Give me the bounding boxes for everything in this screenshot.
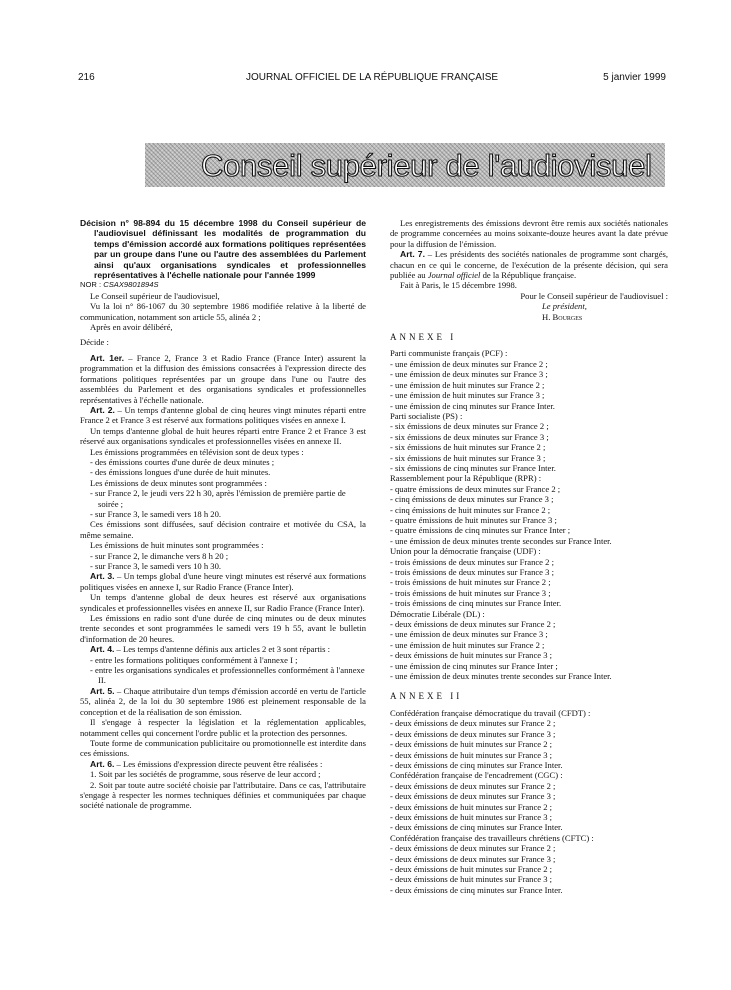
- paragraph: Toute forme de communication publicitaire ou promotionnelle est interdite dans ces émissions.: [80, 737, 366, 759]
- article-text: – Un temps global d'une heure vingt minutes est réservé aux formations politiques visées en annexe I, sur Radio France (France Inter).: [80, 571, 366, 592]
- allocation-item: - deux émissions de deux minutes sur France 2 ;: [390, 619, 556, 630]
- section-banner: [145, 143, 665, 187]
- article-2: [80, 405, 366, 426]
- allocation-item: - quatre émissions de cinq minutes sur France Inter ;: [390, 525, 571, 536]
- allocation-item: - trois émissions de deux minutes sur France 3 ;: [390, 567, 554, 577]
- nor-label: NOR :: [80, 280, 102, 290]
- nor-reference: [80, 280, 366, 290]
- organization-name: Confédération française démocratique du travail (CFDT) :: [390, 707, 591, 718]
- page-number: 216: [78, 72, 95, 83]
- issue-date: 5 janvier 1999: [603, 72, 666, 83]
- decision-title: Décision n° 98-894 du 15 décembre 1998 du Conseil supérieur de l'audiovisuel définissant les modalités de programmation du temps d'émission accordé aux formations politiques représentées par un groupe dans l'une ou l'autre des assemblées du Parlement ainsi qu'aux organisations syndicales et professionnelles représentatives à l'échelle nationale pour l'année 1999: [80, 218, 366, 281]
- allocation-item: - trois émissions de huit minutes sur France 3 ;: [390, 587, 551, 598]
- allocation-item: - six émissions de huit minutes sur France 2 ;: [390, 442, 546, 453]
- paragraph: Les émissions programmées en télévision sont de deux types :: [90, 446, 304, 457]
- allocation-item: - une émission de cinq minutes sur France Inter ;: [390, 660, 558, 671]
- article-label: Art. 3.: [90, 571, 115, 582]
- article-text: – Chaque attributaire d'un temps d'émission accordé en vertu de l'article 55, alinéa 2, de la loi du 30 septembre 1986 est pleinement responsable de la conception et de la réalisation de son émission.: [80, 685, 366, 717]
- article-label: Art. 4.: [90, 644, 115, 655]
- signatory-title: Le président,: [542, 301, 587, 312]
- article-5: [80, 686, 366, 717]
- article-7: [390, 249, 668, 280]
- allocation-item: - une émission de deux minutes sur France 2 ;: [390, 358, 548, 369]
- allocation-item: - une émission de huit minutes sur France 2 ;: [390, 379, 545, 390]
- list-item: - entre les formations politiques conformément à l'annexe I ;: [90, 654, 298, 665]
- paragraph: Un temps d'antenne global de huit heures réparti entre France 2 et France 3 est réservé aux organisations syndicales et professionnelles visées en annexe II.: [80, 425, 366, 447]
- article-label: Art. 2.: [90, 404, 115, 415]
- left-column: [80, 218, 366, 811]
- organization-name: Rassemblement pour la République (RPR) :: [390, 473, 542, 484]
- allocation-item: - six émissions de huit minutes sur France 3 ;: [390, 452, 546, 463]
- allocation-item: - une émission de deux minutes sur France 3 ;: [390, 629, 548, 640]
- article-text: – Les émissions d'expression directe peuvent être réalisées :: [114, 758, 323, 769]
- list-item: - sur France 2, le dimanche vers 8 h 20 ;: [90, 550, 229, 561]
- list-item: - entre les organisations syndicales et professionnelles conformément à l'annexe II.: [90, 665, 365, 686]
- place-date: Fait à Paris, le 15 décembre 1998.: [400, 280, 517, 291]
- right-column: [390, 218, 668, 895]
- list-item: - des émissions longues d'une durée de huit minutes.: [90, 467, 271, 478]
- list-item: - des émissions courtes d'une durée de deux minutes ;: [90, 456, 275, 467]
- article-label: Art. 1er.: [90, 352, 125, 363]
- paragraph: Ces émissions sont diffusées, sauf décision contraire et motivée du CSA, la même semaine.: [80, 519, 366, 540]
- paragraph: Les émissions en radio sont d'une durée de cinq minutes ou de deux minutes trente secondes et sont programmées le samedi vers 19 h 55, avant le bulletin d'information de 20 heures.: [80, 613, 366, 644]
- allocation-item: - deux émissions de deux minutes sur France 3 ;: [390, 728, 556, 739]
- list-item: - sur France 2, le jeudi vers 22 h 30, après l'émission de première partie de soirée ;: [90, 488, 346, 509]
- allocation-item: - trois émissions de deux minutes sur France 2 ;: [390, 556, 554, 567]
- organization-name: Parti socialiste (PS) :: [390, 410, 463, 421]
- allocation-item: - deux émissions de cinq minutes sur France Inter.: [390, 884, 563, 895]
- allocation-item: - deux émissions de deux minutes sur France 2 ;: [390, 780, 556, 791]
- allocation-item: - deux émissions de huit minutes sur France 3 ;: [390, 811, 553, 822]
- allocation-item: - une émission de huit minutes sur France 2 ;: [390, 639, 545, 650]
- paragraph: Un temps d'antenne global de deux heures est réservé aux organisations syndicales et professionnelles visées en annexe II, sur Radio France (France Inter).: [80, 592, 366, 613]
- article-label: Art. 5.: [90, 685, 115, 696]
- paragraph: Les émissions de deux minutes sont programmées :: [90, 477, 267, 488]
- list-item: - sur France 3, le samedi vers 10 h 30.: [90, 561, 222, 571]
- article-text: – Les temps d'antenne définis aux articles 2 et 3 sont répartis :: [114, 644, 330, 655]
- allocation-item: - deux émissions de huit minutes sur France 3 ;: [390, 874, 553, 885]
- paragraph: Vu la loi n° 86-1067 du 30 septembre 1986 modifiée relative à la liberté de communication, notamment son article 55, alinéa 2 ;: [80, 301, 366, 322]
- allocation-item: - trois émissions de huit minutes sur France 2 ;: [390, 577, 551, 588]
- allocation-item: - une émission de cinq minutes sur France Inter.: [390, 400, 555, 411]
- allocation-item: - deux émissions de cinq minutes sur France Inter.: [390, 759, 563, 770]
- allocation-item: - cinq émissions de huit minutes sur France 2 ;: [390, 504, 551, 515]
- allocation-item: - quatre émissions de deux minutes sur France 2 ;: [390, 483, 561, 494]
- allocation-item: - cinq émissions de deux minutes sur France 3 ;: [390, 494, 554, 505]
- allocation-item: - deux émissions de huit minutes sur France 3 ;: [390, 749, 553, 760]
- allocation-item: - deux émissions de deux minutes sur France 3 ;: [390, 853, 556, 864]
- allocation-item: - deux émissions de huit minutes sur France 2 ;: [390, 801, 553, 812]
- article-3: [80, 571, 366, 592]
- allocation-item: - deux émissions de huit minutes sur France 2 ;: [390, 739, 553, 750]
- signature-line: Pour le Conseil supérieur de l'audiovisuel :: [520, 290, 668, 301]
- page-header: [78, 72, 666, 86]
- allocation-item: - une émission de huit minutes sur France 3 ;: [390, 390, 545, 401]
- allocation-item: - deux émissions de deux minutes sur France 2 ;: [390, 843, 556, 854]
- allocation-item: - six émissions de cinq minutes sur France Inter.: [390, 462, 556, 473]
- allocation-item: - six émissions de deux minutes sur France 2 ;: [390, 421, 549, 432]
- paragraph: Le Conseil supérieur de l'audiovisuel,: [90, 290, 220, 301]
- article-label: Art. 6.: [90, 758, 115, 769]
- article-1: [80, 353, 366, 405]
- annex-1-list: [390, 348, 668, 681]
- allocation-item: - deux émissions de cinq minutes sur France Inter.: [390, 822, 563, 833]
- allocation-item: - deux émissions de deux minutes sur France 2 ;: [390, 718, 556, 729]
- allocation-item: - deux émissions de deux minutes sur France 3 ;: [390, 791, 556, 802]
- paragraph: Il s'engage à respecter la législation et la réglementation applicables, notamment celles qui concernent l'ordre public et la protection des personnes.: [80, 717, 366, 738]
- paragraph: Les émissions de huit minutes sont programmées :: [90, 540, 264, 551]
- nor-code: CSAX9801894S: [103, 280, 159, 290]
- organization-name: Parti communiste français (PCF) :: [390, 348, 508, 359]
- article-label: Art. 7.: [400, 249, 425, 260]
- paragraph: 2. Soit par toute autre société choisie par l'attributaire. Dans ce cas, l'attributaire s'engage à respecter les normes techniques définies et communiquées par chaque société nationale de programme.: [80, 779, 366, 811]
- list-item: - sur France 3, le samedi vers 18 h 20.: [90, 508, 222, 519]
- paragraph: Les enregistrements des émissions devront être remis aux sociétés nationales de programme concernées au moins soixante-douze heures avant la date prévue pour la diffusion de l'émission.: [390, 218, 668, 249]
- paragraph: 1. Soit par les sociétés de programme, sous réserve de leur accord ;: [90, 769, 321, 780]
- decide-heading: Décide :: [80, 337, 109, 348]
- article-4: [80, 644, 366, 654]
- paragraph: Après en avoir délibéré,: [90, 322, 173, 333]
- article-6: [80, 759, 366, 769]
- article-text: – Un temps d'antenne global de cinq heures vingt minutes réparti entre France 2 et France 3 est réservé aux formations politiques visées en annexe I.: [80, 404, 367, 426]
- journal-title: JOURNAL OFFICIEL DE LA RÉPUBLIQUE FRANÇAISE: [245, 72, 499, 83]
- allocation-item: - six émissions de deux minutes sur France 3 ;: [390, 431, 549, 442]
- allocation-item: - trois émissions de cinq minutes sur France Inter.: [390, 598, 562, 609]
- article-text: de la République française.: [480, 270, 577, 281]
- allocation-item: - quatre émissions de huit minutes sur France 3 ;: [390, 514, 557, 525]
- allocation-item: - une émission de deux minutes trente secondes sur France Inter.: [390, 671, 612, 682]
- allocation-item: - une émission de deux minutes sur France 3 ;: [390, 369, 548, 380]
- allocation-item: - deux émissions de huit minutes sur France 2 ;: [390, 863, 553, 874]
- allocation-item: - une émission de deux minutes trente secondes sur France Inter.: [390, 535, 612, 546]
- organization-name: Démocratie Libérale (DL) :: [390, 608, 485, 619]
- organization-name: Confédération française des travailleurs chrétiens (CFTC) :: [390, 832, 594, 843]
- signatory-name: H. Bourges: [542, 311, 583, 322]
- annex-2-list: [390, 708, 668, 895]
- annex-1-heading: ANNEXE I: [390, 332, 457, 343]
- allocation-item: - deux émissions de huit minutes sur France 3 ;: [390, 650, 553, 661]
- organization-name: Confédération française de l'encadrement (CGC) :: [390, 770, 563, 781]
- journal-name: Journal officiel: [427, 270, 481, 281]
- article-text: – France 2, France 3 et Radio France (France Inter) assurent la programmation et la diffusion des émissions consacrées à l'expression directe des formations politiques représentées par un groupe dans l'une ou l'autre des assemblées du Parlement et des organisations syndicales et professionnelles représentatives à l'échelle nationale.: [80, 352, 366, 405]
- section-title: Conseil supérieur de l'audiovisuel: [201, 148, 652, 183]
- organization-name: Union pour la démocratie française (UDF) :: [390, 546, 541, 557]
- annex-2-heading: ANNEXE II: [390, 691, 463, 702]
- article-text: – Les présidents des sociétés nationales de programme sont chargés, chacun en ce qui le concerne, de l'exécution de la présente décision, qui sera publiée au: [390, 249, 668, 281]
